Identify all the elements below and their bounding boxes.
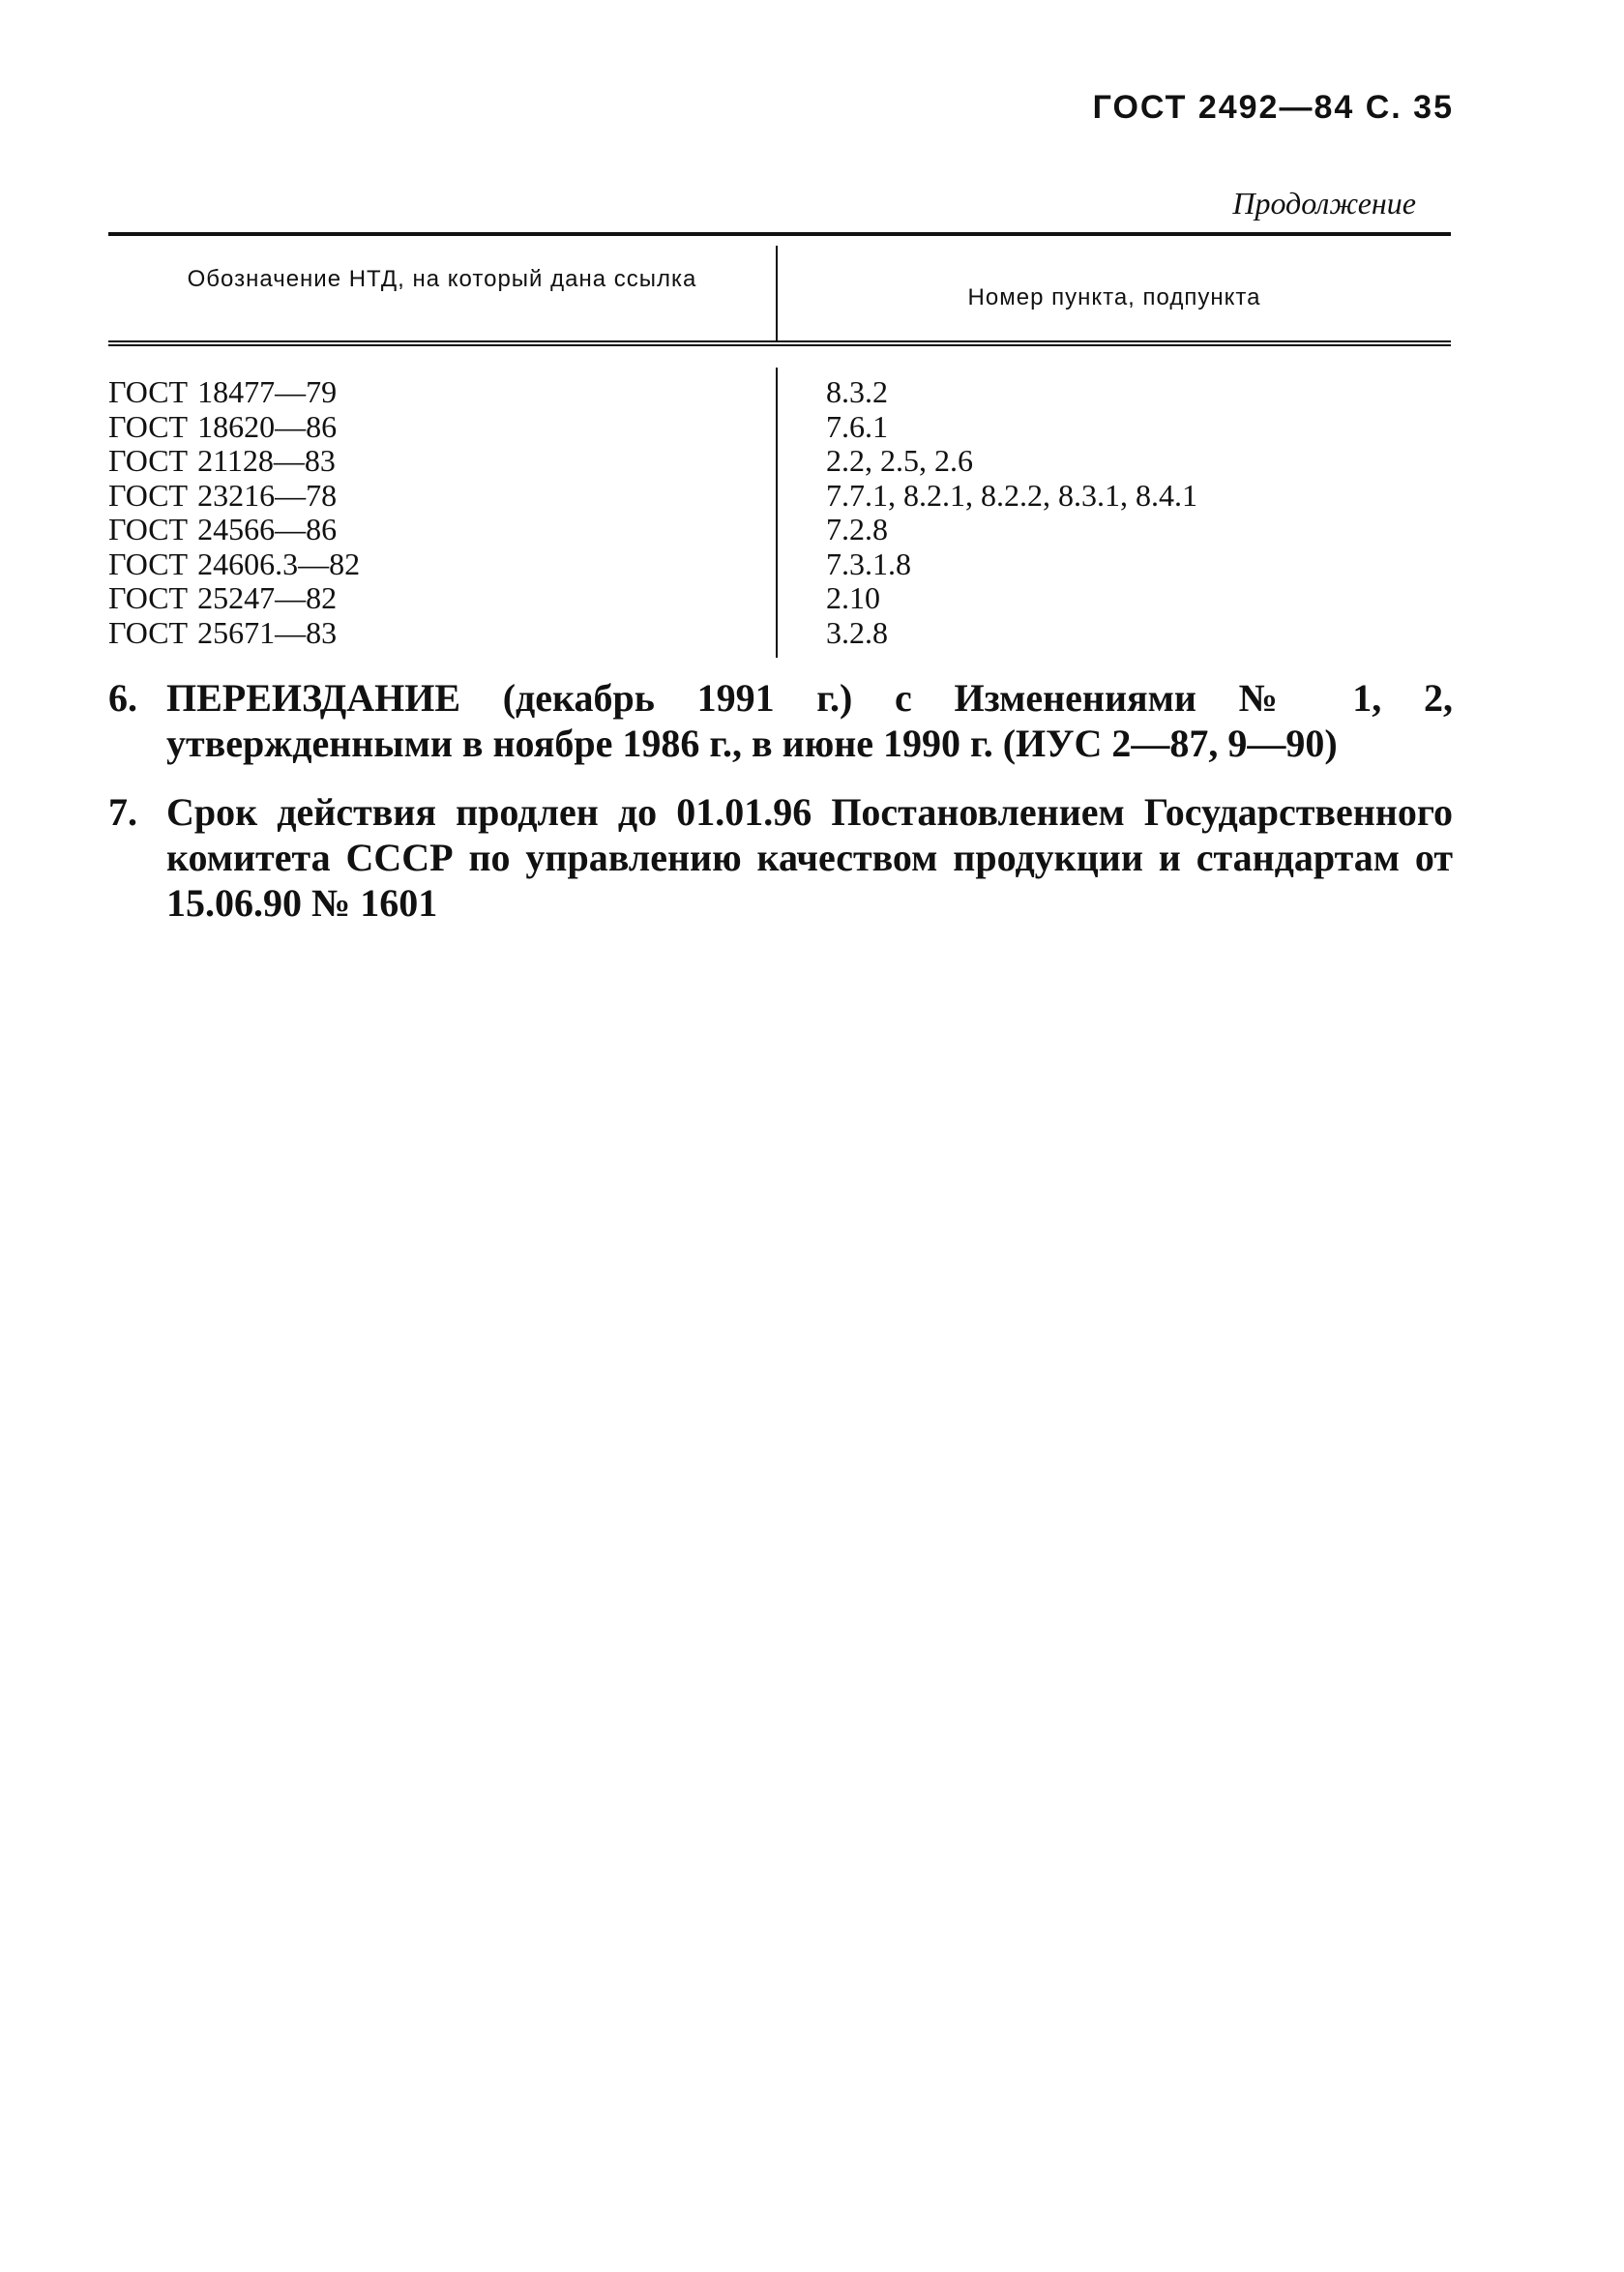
- reference-table: [108, 232, 1451, 665]
- table-row: [108, 410, 1451, 445]
- document-cell: [108, 513, 337, 547]
- document-number: 23216—78: [197, 477, 338, 513]
- note-number: 7.: [108, 790, 137, 834]
- clause-cell: 2.10: [826, 580, 880, 615]
- table-row: [108, 513, 1451, 547]
- document-prefix: ГОСТ: [108, 580, 189, 615]
- document-prefix: ГОСТ: [108, 477, 189, 513]
- document-cell: [108, 444, 336, 479]
- note-number: 6.: [108, 676, 137, 720]
- column-header-clause: Номер пункта, подпункта: [967, 284, 1261, 310]
- table-row: [108, 616, 1451, 651]
- document-number: 24606.3—82: [197, 546, 361, 581]
- document-prefix: ГОСТ: [108, 443, 189, 478]
- clause-cell: 7.2.8: [826, 512, 888, 546]
- document-prefix: ГОСТ: [108, 614, 189, 650]
- document-cell: [108, 547, 360, 582]
- note-text: Срок действия продлен до 01.01.96 Постановлением Государственного комитета СССР по управлению качеством продукции и стандартам от 15.06.90 № 1601: [166, 790, 1453, 925]
- table-row: [108, 444, 1451, 479]
- document-number: 18477—79: [197, 374, 338, 409]
- document-number: 21128—83: [197, 443, 336, 478]
- note-text: ПЕРЕИЗДАНИЕ (декабрь 1991 г.) с Изменениями № 1, 2, утвержденными в ноябре 1986 г., в июне 1990 г. (ИУС 2—87, 9—90): [166, 676, 1453, 765]
- document-number: 25247—82: [197, 580, 338, 615]
- document-cell: [108, 479, 337, 514]
- table-header: [108, 236, 1451, 340]
- document-prefix: ГОСТ: [108, 546, 189, 581]
- table-body: [108, 346, 1451, 665]
- note-item: [108, 789, 1453, 926]
- clause-cell: 8.3.2: [826, 374, 888, 409]
- page-header: ГОСТ 2492—84 С. 35: [1092, 89, 1454, 126]
- document-number: 24566—86: [197, 512, 338, 546]
- clause-cell: 7.3.1.8: [826, 546, 911, 581]
- clause-cell: 2.2, 2.5, 2.6: [826, 443, 973, 478]
- table-row: [108, 581, 1451, 616]
- document-cell: [108, 375, 337, 410]
- table-row: [108, 547, 1451, 582]
- document-cell: [108, 410, 337, 445]
- column-header-document: Обозначение НТД, на который дана ссылка: [187, 266, 697, 292]
- clause-cell: 3.2.8: [826, 614, 888, 650]
- notes-section: [108, 675, 1453, 949]
- clause-cell: 7.7.1, 8.2.1, 8.2.2, 8.3.1, 8.4.1: [826, 477, 1197, 513]
- document-number: 18620—86: [197, 408, 338, 444]
- table-row: [108, 375, 1451, 410]
- table-row: [108, 479, 1451, 514]
- document-prefix: ГОСТ: [108, 408, 189, 444]
- clause-cell: 7.6.1: [826, 408, 888, 444]
- document-cell: [108, 581, 337, 616]
- document-number: 25671—83: [197, 614, 338, 650]
- document-cell: [108, 616, 337, 651]
- continuation-label: Продолжение: [1232, 186, 1416, 221]
- note-item: [108, 675, 1453, 766]
- document-prefix: ГОСТ: [108, 512, 189, 546]
- document-prefix: ГОСТ: [108, 374, 189, 409]
